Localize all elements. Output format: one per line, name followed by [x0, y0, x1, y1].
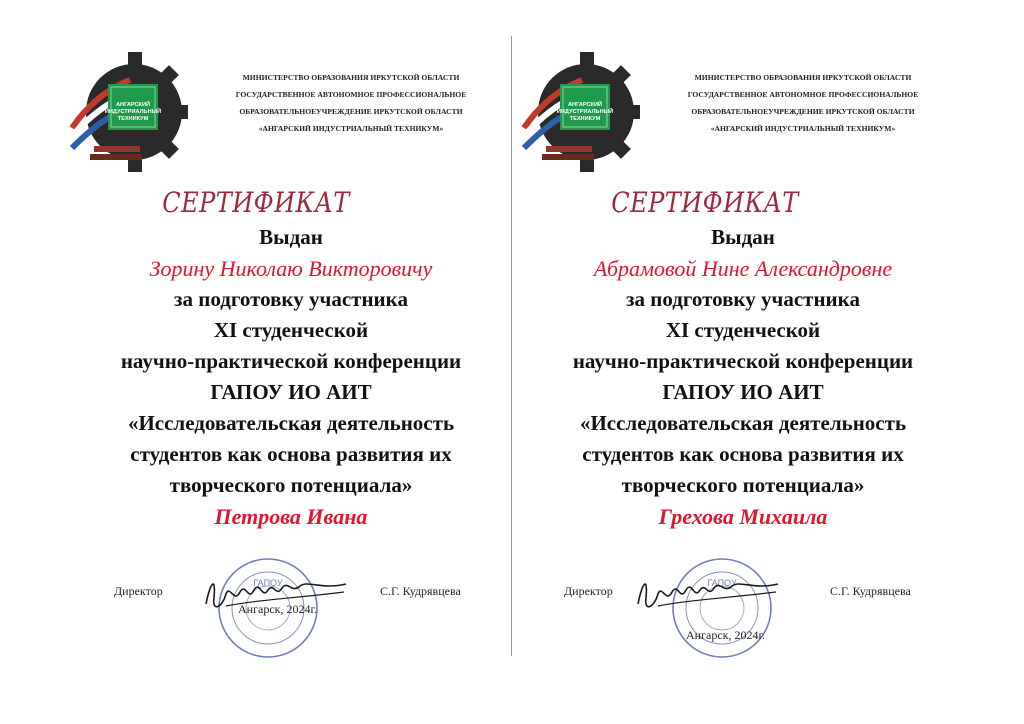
- svg-text:ГАПОУ: ГАПОУ: [253, 578, 283, 588]
- director-name: С.Г. Кудрявцева: [380, 584, 461, 598]
- topic-line-2: студентов как основа развития их: [130, 442, 452, 466]
- svg-text:ИНДУСТРИАЛЬНЫЙ: ИНДУСТРИАЛЬНЫЙ: [104, 109, 162, 115]
- org-line-3: ОБРАЗОВАТЕЛЬНОЕУЧРЕЖДЕНИЕ ИРКУТСКОЙ ОБЛАСТИ: [239, 107, 463, 116]
- director-label: Директор: [564, 584, 613, 598]
- certificate-right: [512, 0, 1024, 724]
- topic-line-1: «Исследовательская деятельность: [579, 411, 907, 435]
- org-line-3: ОБРАЗОВАТЕЛЬНОЕУЧРЕЖДЕНИЕ ИРКУТСКОЙ ОБЛАСТИ: [691, 107, 915, 116]
- for-line: за подготовку участника: [174, 287, 408, 311]
- certificate-title: СЕРТИФИКАТ: [162, 186, 350, 219]
- topic-line-1: «Исследовательская деятельность: [127, 411, 455, 435]
- org-line-1: МИНИСТЕРСТВО ОБРАЗОВАНИЯ ИРКУТСКОЙ ОБЛАСТИ: [242, 73, 460, 82]
- svg-text:ТЕХНИКУМ: ТЕХНИКУМ: [569, 116, 601, 122]
- director-signature: [628, 564, 788, 620]
- city-year: Ангарск, 2024г.: [686, 628, 766, 642]
- certificate-body: [72, 222, 510, 532]
- org-line-1: МИНИСТЕРСТВО ОБРАЗОВАНИЯ ИРКУТСКОЙ ОБЛАСТИ: [694, 73, 912, 82]
- certificate-title: СЕРТИФИКАТ: [611, 186, 799, 219]
- organization-header: [648, 69, 958, 137]
- teacher-name: Абрамовой Нине Александровне: [593, 256, 893, 281]
- conference-line-2: научно-практической конференции: [572, 349, 914, 373]
- conference-line-3: ГАПОУ ИО АИТ: [662, 380, 824, 404]
- svg-text:ТЕХНИКУМ: ТЕХНИКУМ: [117, 116, 149, 122]
- topic-line-3: творческого потенциала»: [621, 473, 865, 497]
- topic-line-2: студентов как основа развития их: [582, 442, 904, 466]
- college-gear-logo-icon: [516, 50, 640, 174]
- issued-label: Выдан: [711, 225, 775, 249]
- svg-text:ГАПОУ: ГАПОУ: [707, 578, 737, 588]
- for-line: за подготовку участника: [626, 287, 860, 311]
- conference-line-1: XI студенческой: [665, 318, 821, 342]
- svg-text:АНГАРСКИЙ: АНГАРСКИЙ: [115, 102, 151, 108]
- teacher-name: Зорину Николаю Викторовичу: [149, 256, 433, 281]
- conference-line-1: XI студенческой: [213, 318, 369, 342]
- svg-text:ИНДУСТРИАЛЬНЫЙ: ИНДУСТРИАЛЬНЫЙ: [556, 109, 614, 115]
- svg-text:АНГАРСКИЙ: АНГАРСКИЙ: [567, 102, 603, 108]
- director-label: Директор: [114, 584, 163, 598]
- org-line-2: ГОСУДАРСТВЕННОЕ АВТОНОМНОЕ ПРОФЕССИОНАЛЬНОЕ: [687, 90, 919, 99]
- org-line-2: ГОСУДАРСТВЕННОЕ АВТОНОМНОЕ ПРОФЕССИОНАЛЬНОЕ: [235, 90, 467, 99]
- issued-label: Выдан: [259, 225, 323, 249]
- conference-line-3: ГАПОУ ИО АИТ: [210, 380, 372, 404]
- organization-header: [196, 69, 506, 137]
- conference-line-2: научно-практической конференции: [120, 349, 462, 373]
- student-name: Грехова Михаила: [658, 504, 828, 529]
- director-name: С.Г. Кудрявцева: [830, 584, 911, 598]
- org-line-4: «АНГАРСКИЙ ИНДУСТРИАЛЬНЫЙ ТЕХНИКУМ»: [710, 124, 896, 133]
- org-line-4: «АНГАРСКИЙ ИНДУСТРИАЛЬНЫЙ ТЕХНИКУМ»: [258, 124, 444, 133]
- city-year: Ангарск, 2024г.: [238, 602, 318, 616]
- certificate-body: [524, 222, 962, 532]
- college-gear-logo-icon: [64, 50, 188, 174]
- student-name: Петрова Ивана: [214, 504, 368, 529]
- topic-line-3: творческого потенциала»: [169, 473, 413, 497]
